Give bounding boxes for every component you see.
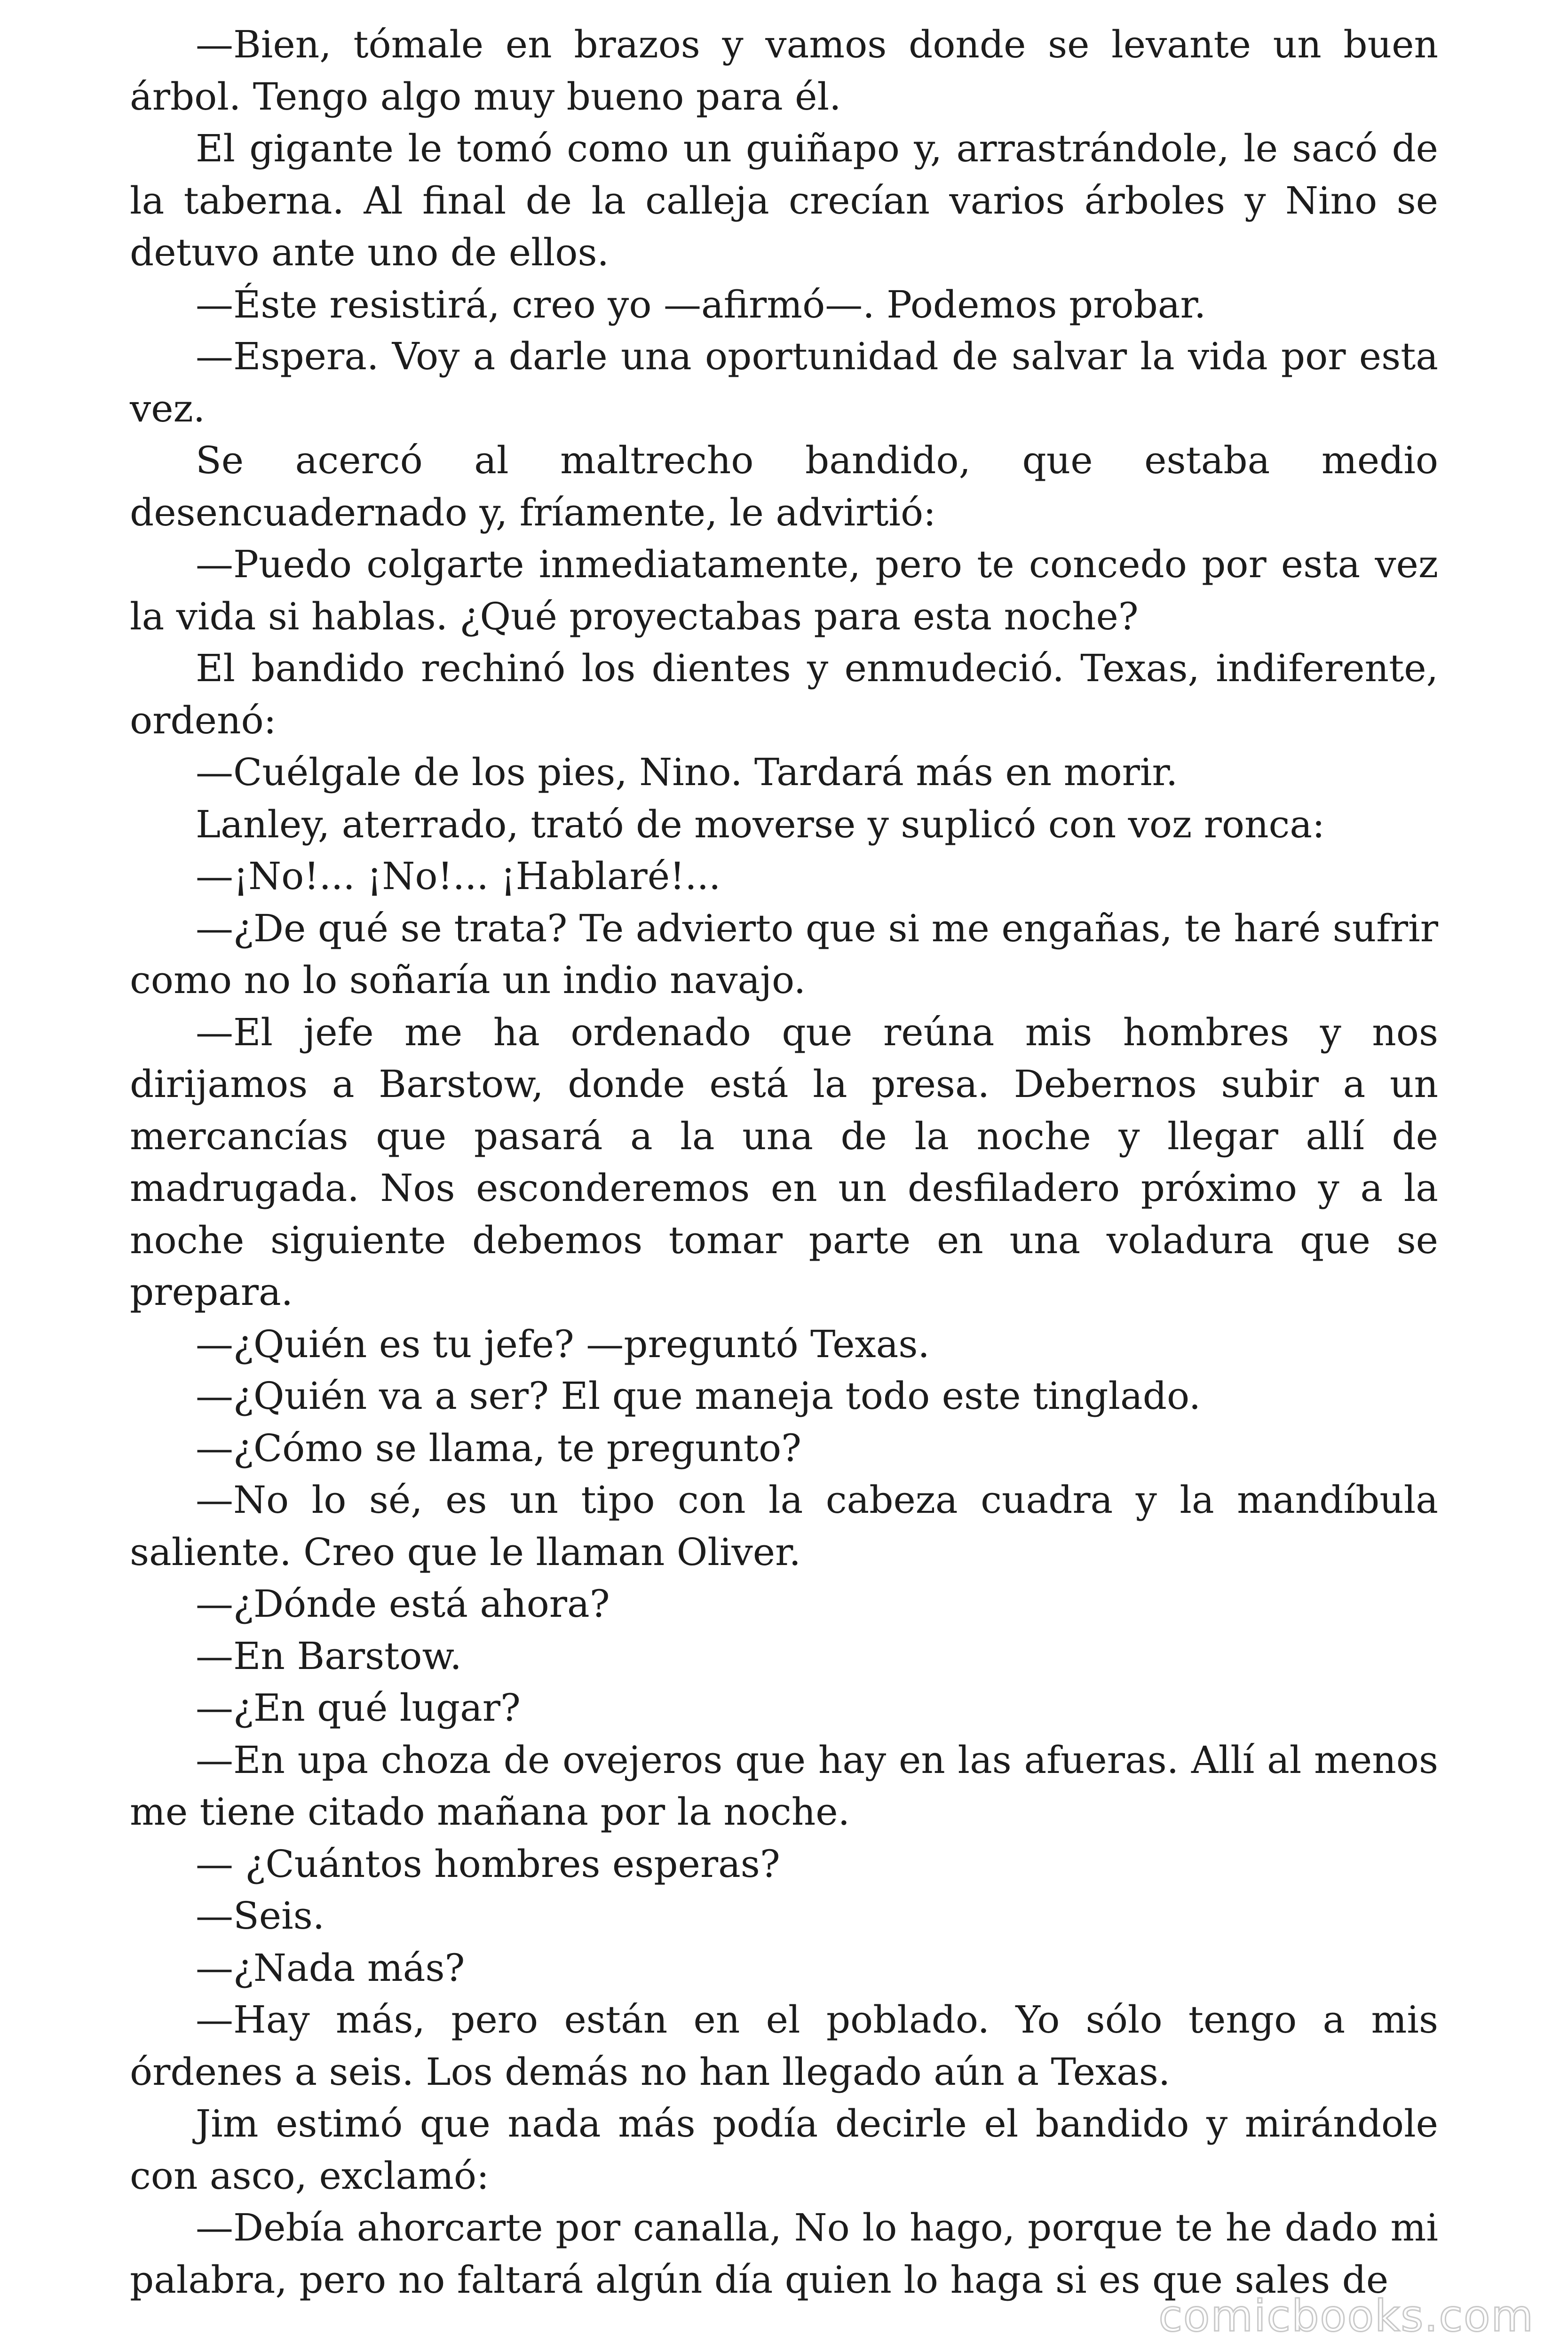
- paragraph: —¿En qué lugar?: [196, 1686, 521, 1730]
- paragraph: Lanley, aterrado, trató de moverse y suplicó con voz ronca:: [196, 802, 1325, 846]
- paragraph: —Espera. Voy a darle una oportunidad de salvar la vida por esta vez.: [130, 334, 1438, 430]
- paragraph: —¿Nada más?: [196, 1946, 465, 1990]
- paragraph: —¿Quién es tu jefe? —preguntó Texas.: [196, 1322, 930, 1366]
- paragraph: —¿Quién va a ser? El que maneja todo este tinglado.: [196, 1374, 1201, 1418]
- paragraph: Jim estimó que nada más podía decirle el bandido y mirándole con asco, exclamó:: [130, 2102, 1438, 2198]
- paragraph: —El jefe me ha ordenado que reúna mis hombres y nos dirijamos a Barstow, donde está la presa. Debernos subir a un mercancías que pasará a la una de la noche y llegar allí de madrugada. Nos esconderemos en un desfiladero próximo y a la noche siguiente debemos tomar parte en una voladura que se prepara.: [130, 1010, 1438, 1314]
- paragraph: El gigante le tomó como un guiñapo y, arrastrándole, le sacó de la taberna. Al final de la calleja crecían varios árboles y Nino se detuvo ante uno de ellos.: [130, 127, 1438, 274]
- paragraph: El bandido rechinó los dientes y enmudeció. Texas, indiferente, ordenó:: [130, 646, 1438, 742]
- paragraph: —No lo sé, es un tipo con la cabeza cuadra y la mandíbula saliente. Creo que le llaman Oliver.: [130, 1478, 1438, 1574]
- paragraph: —¿Dónde está ahora?: [196, 1582, 610, 1626]
- paragraph: —Hay más, pero están en el poblado. Yo sólo tengo a mis órdenes a seis. Los demás no han llegado aún a Texas.: [130, 1998, 1438, 2094]
- paragraph: —Cuélgale de los pies, Nino. Tardará más en morir.: [196, 750, 1178, 794]
- page-body: [130, 19, 1438, 2306]
- paragraph: —En Barstow.: [196, 1634, 462, 1678]
- paragraph: —Éste resistirá, creo yo —afirmó—. Podemos probar.: [196, 282, 1206, 326]
- paragraph: —Puedo colgarte inmediatamente, pero te concedo por esta vez la vida si hablas. ¿Qué proyectabas para esta noche?: [130, 542, 1438, 638]
- paragraph: —¿Cómo se llama, te pregunto?: [196, 1426, 802, 1470]
- watermark-logo: comicbooks.com: [1158, 2291, 1534, 2341]
- paragraph: —¿De qué se trata? Te advierto que si me engañas, te haré sufrir como no lo soñaría un indio navajo.: [130, 906, 1438, 1002]
- paragraph: —Debía ahorcarte por canalla, No lo hago, porque te he dado mi palabra, pero no faltará algún día quien lo haga si es que sales de: [130, 2206, 1438, 2302]
- paragraph: — ¿Cuántos hombres esperas?: [196, 1842, 780, 1886]
- paragraph: —Bien, tómale en brazos y vamos donde se levante un buen árbol. Tengo algo muy bueno para él.: [130, 23, 1438, 119]
- paragraph: Se acercó al maltrecho bandido, que estaba medio desencuadernado y, fríamente, le advirtió:: [130, 438, 1438, 534]
- paragraph: —Seis.: [196, 1894, 325, 1938]
- paragraph: —En upa choza de ovejeros que hay en las afueras. Allí al menos me tiene citado mañana por la noche.: [130, 1738, 1438, 1834]
- paragraph: —¡No!... ¡No!... ¡Hablaré!...: [196, 854, 721, 898]
